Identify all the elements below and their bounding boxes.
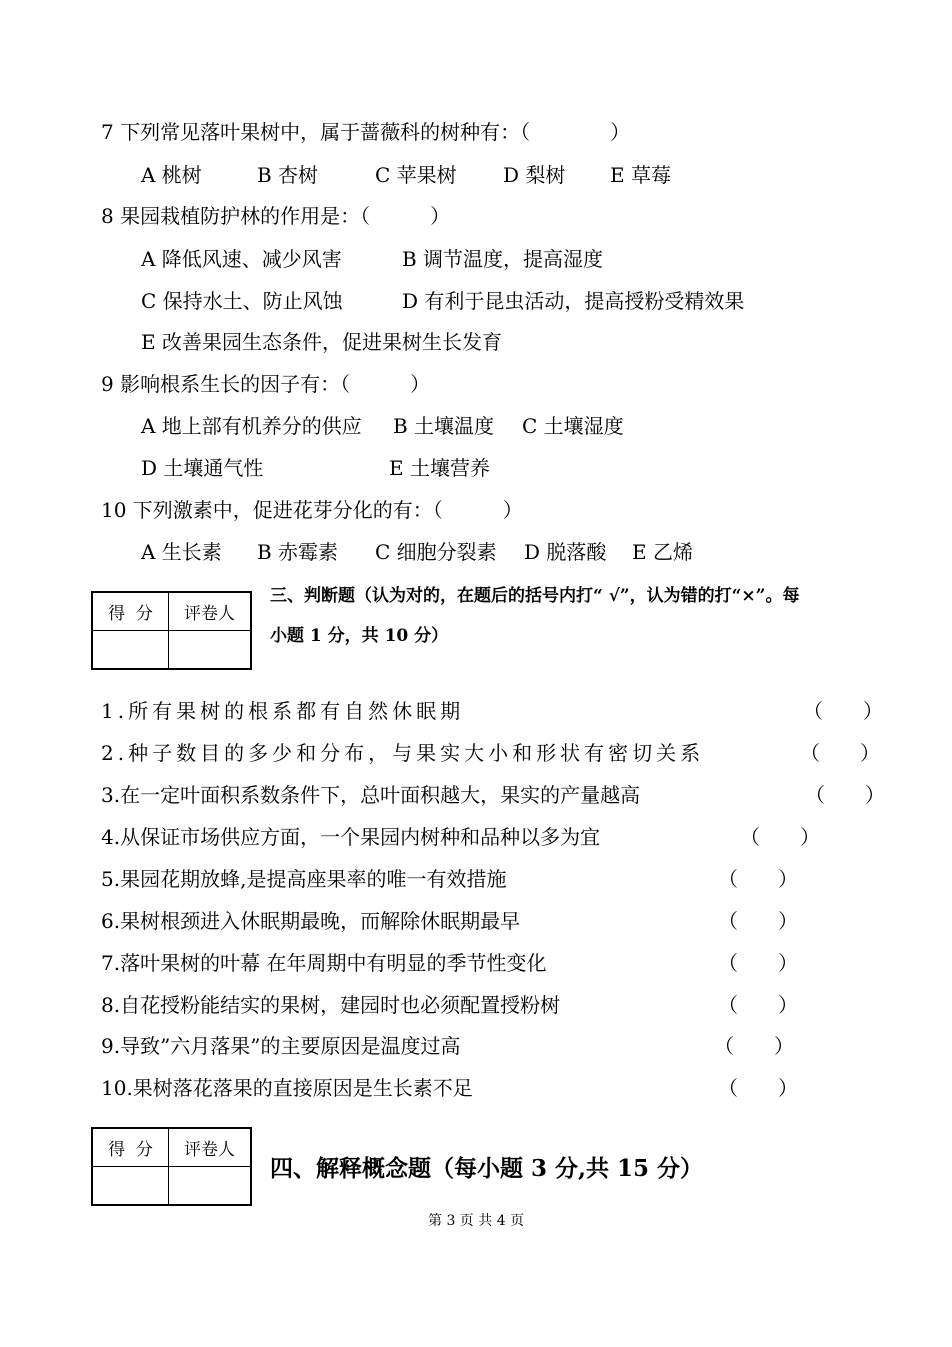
q10-option-a: A 生长素 — [141, 540, 222, 564]
question-7-stem: 7 下列常见落叶果树中，属于蔷薇科的树种有：（ ） — [101, 120, 631, 144]
q9-option-d: D 土壤通气性 — [141, 456, 264, 480]
q7-option-b: B 杏树 — [257, 163, 319, 187]
q8-option-c: C 保持水土、防止风蚀 — [141, 289, 343, 313]
question-10-stem: 10 下列激素中，促进花芽分化的有：（ ） — [101, 498, 523, 522]
score-label: 得 分 — [92, 1128, 169, 1167]
tf-answer-paren-5[interactable]: （ ） — [718, 867, 798, 891]
tf-question-2: 2.种子数目的多少和分布，与果实大小和形状有密切关系 — [101, 741, 705, 765]
score-cell[interactable] — [92, 1167, 169, 1206]
q9-option-b: B 土壤温度 — [393, 414, 495, 438]
q9-option-c: C 土壤湿度 — [522, 414, 624, 438]
tf-answer-paren-1[interactable]: （ ） — [803, 699, 883, 723]
q10-option-e: E 乙烯 — [632, 540, 693, 564]
grader-cell[interactable] — [169, 1167, 252, 1206]
tf-question-10: 10.果树落花落果的直接原因是生长素不足 — [101, 1076, 473, 1100]
q10-option-c: C 细胞分裂素 — [375, 540, 497, 564]
q9-option-e: E 土壤营养 — [389, 456, 490, 480]
q7-option-e: E 草莓 — [610, 163, 671, 187]
tf-answer-paren-6[interactable]: （ ） — [718, 909, 798, 933]
tf-question-6: 6.果树根颈进入休眠期最晚，而解除休眠期最早 — [101, 909, 521, 933]
score-box-section4 — [91, 1127, 252, 1206]
tf-answer-paren-10[interactable]: （ ） — [718, 1076, 798, 1100]
section3-heading-line2: 小题 1 分，共 10 分） — [270, 626, 449, 646]
tf-answer-paren-7[interactable]: （ ） — [718, 951, 798, 975]
q10-option-d: D 脱落酸 — [524, 540, 607, 564]
tf-answer-paren-8[interactable]: （ ） — [718, 993, 798, 1017]
tf-question-4: 4.从保证市场供应方面，一个果园内树种和品种以多为宜 — [101, 825, 601, 849]
tf-answer-paren-9[interactable]: （ ） — [714, 1034, 794, 1058]
section4-heading: 四、解释概念题（每小题 3 分,共 15 分） — [270, 1155, 704, 1182]
score-label: 得 分 — [92, 592, 169, 631]
tf-question-8: 8.自花授粉能结实的果树，建园时也必须配置授粉树 — [101, 993, 561, 1017]
q9-option-a: A 地上部有机养分的供应 — [141, 414, 362, 438]
tf-question-3: 3.在一定叶面积系数条件下，总叶面积越大，果实的产量越高 — [101, 783, 641, 807]
q8-option-d: D 有利于昆虫活动，提高授粉受精效果 — [402, 289, 745, 313]
tf-question-5: 5.果园花期放蜂,是提高座果率的唯一有效措施 — [101, 867, 507, 891]
tf-question-7: 7.落叶果树的叶幕 在年周期中有明显的季节性变化 — [101, 951, 547, 975]
grader-label: 评卷人 — [169, 1128, 252, 1167]
q10-option-b: B 赤霉素 — [257, 540, 339, 564]
q8-option-e: E 改善果园生态条件，促进果树生长发育 — [141, 330, 502, 354]
tf-question-1: 1.所有果树的根系都有自然休眠期 — [101, 699, 465, 723]
section3-heading-line1: 三、判断题（认为对的，在题后的括号内打“ √”，认为错的打“×”。每 — [270, 586, 800, 606]
score-box-section3 — [91, 591, 252, 670]
q7-option-d: D 梨树 — [503, 163, 566, 187]
q8-option-a: A 降低风速、减少风害 — [141, 247, 342, 271]
page-number: 第 3 页 共 4 页 — [428, 1213, 525, 1229]
q7-option-c: C 苹果树 — [375, 163, 457, 187]
score-cell[interactable] — [92, 631, 169, 670]
question-8-stem: 8 果园栽植防护林的作用是：（ ） — [101, 204, 451, 228]
question-9-stem: 9 影响根系生长的因子有：（ ） — [101, 372, 431, 396]
grader-label: 评卷人 — [169, 592, 252, 631]
q8-option-b: B 调节温度，提高湿度 — [402, 247, 604, 271]
tf-answer-paren-3[interactable]: （ ） — [805, 783, 885, 807]
tf-question-9: 9.导致”六月落果”的主要原因是温度过高 — [101, 1034, 461, 1058]
tf-answer-paren-2[interactable]: （ ） — [800, 741, 880, 765]
q7-option-a: A 桃树 — [141, 163, 202, 187]
tf-answer-paren-4[interactable]: （ ） — [740, 825, 820, 849]
grader-cell[interactable] — [169, 631, 252, 670]
